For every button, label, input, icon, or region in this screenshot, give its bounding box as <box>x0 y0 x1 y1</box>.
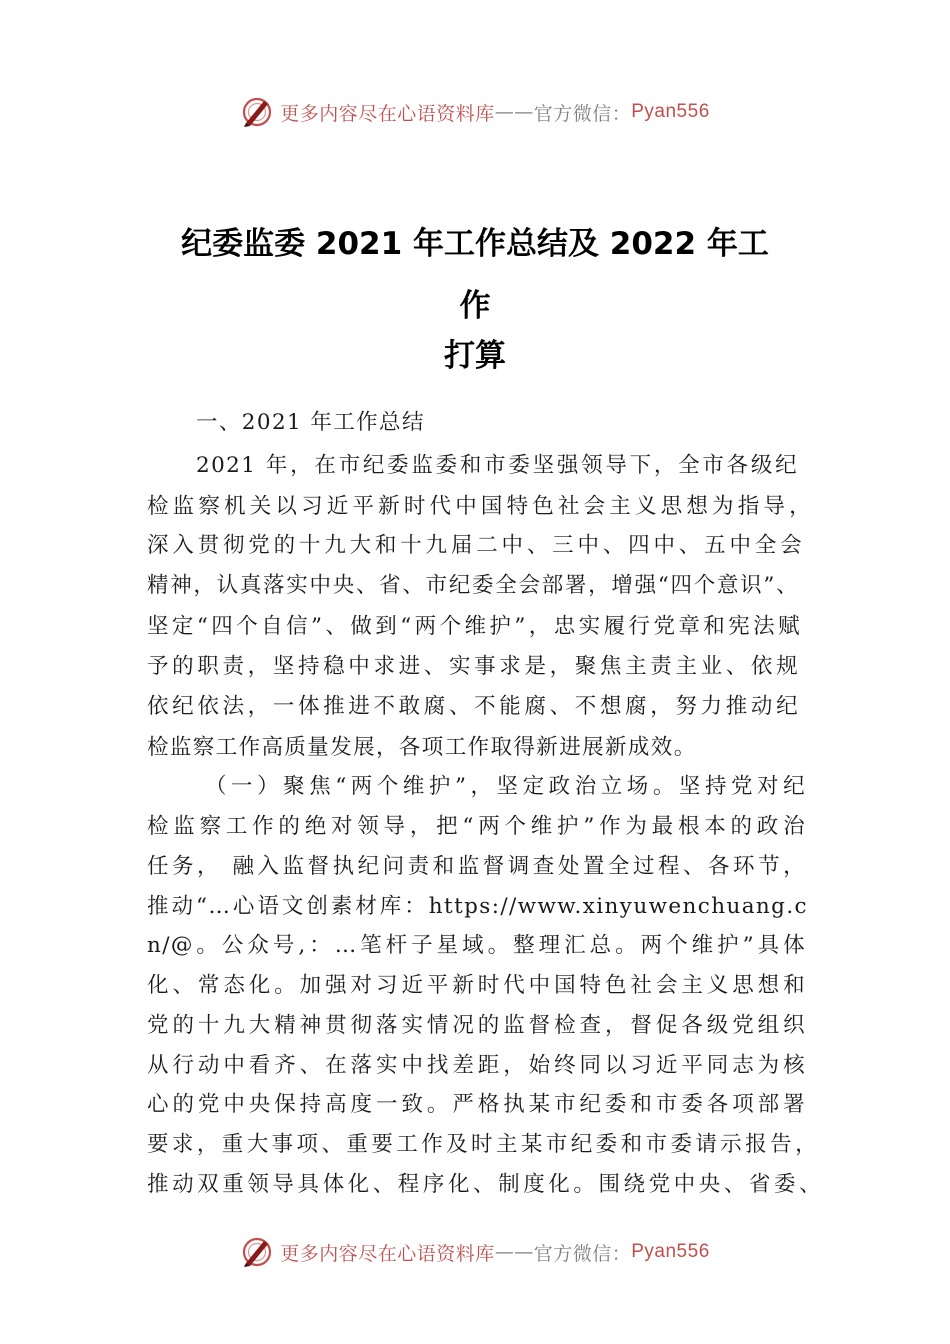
paragraph-line: （一）聚焦“两个维护”，坚定政治立场。坚持党对纪 <box>205 774 806 799</box>
paragraph-line: 化、常态化。加强对习近平新时代中国特色社会主义思想和 <box>147 973 806 998</box>
document-title-line-3: 打算 <box>444 338 506 374</box>
watermark-wechat-label: 官方微信： <box>533 102 632 125</box>
watermark-wechat-label: 官方微信： <box>533 1242 632 1265</box>
document-title-line-1: 纪委监委 2021 年工作总结及 2022 年工 <box>181 226 769 262</box>
paragraph-line: 检监察机关以习近平新时代中国特色社会主义思想为指导， <box>147 494 812 519</box>
watermark-banner-top <box>0 92 950 132</box>
pen-logo-icon <box>240 1235 274 1269</box>
paragraph-line: 推动双重领导具体化、程序化、制度化。围绕党中央、省委、 <box>147 1172 822 1197</box>
paragraph-line: 从行动中看齐、在落实中找差距，始终同以习近平同志为核 <box>147 1053 806 1078</box>
section-heading: 一、2021 年工作总结 <box>196 410 425 435</box>
watermark-wechat-id: Pyan556 <box>631 101 710 122</box>
paragraph-line: 任务， 融入监督执纪问责和监督调查处置全过程、各环节， <box>147 854 806 879</box>
watermark-wechat-id: Pyan556 <box>631 1241 710 1262</box>
paragraph-line: 党的十九大精神贯彻落实情况的监督检查，督促各级党组织 <box>147 1013 806 1038</box>
watermark-brand-text: 更多内容尽在心语资料库 <box>280 102 495 125</box>
watermark-banner-bottom <box>0 1232 950 1272</box>
paragraph-line: 予的职责，坚持稳中求进、实事求是，聚焦主责主业、依规 <box>147 654 799 679</box>
paragraph-line: 依纪依法，一体推进不敢腐、不能腐、不想腐，努力推动纪 <box>147 694 799 719</box>
pen-logo-icon <box>240 95 274 129</box>
paragraph-line: 心的党中央保持高度一致。严格执某市纪委和市委各项部署 <box>147 1092 806 1117</box>
watermark-dash: —— <box>494 1241 534 1263</box>
paragraph-line: 检监察工作高质量发展，各项工作取得新进展新成效。 <box>147 735 697 760</box>
paragraph-line: 精神，认真落实中央、省、市纪委全会部署，增强“四个意识”、 <box>147 573 799 598</box>
paragraph-line: 推动“…心语文创素材库：https://www.xinyuwenchuang.c <box>147 894 808 919</box>
watermark-dash: —— <box>494 101 534 123</box>
document-title-line-2: 作 <box>459 288 491 324</box>
paragraph-line: 坚定“四个自信”、做到“两个维护”，忠实履行党章和宪法赋 <box>147 614 801 639</box>
watermark-brand-text: 更多内容尽在心语资料库 <box>280 1242 495 1265</box>
paragraph-line: n/@。公众号,：…笔杆子星域。整理汇总。两个维护”具体 <box>147 933 806 958</box>
paragraph-line: 检监察工作的绝对领导，把“两个维护”作为最根本的政治 <box>147 814 806 839</box>
paragraph-line: 深入贯彻党的十九大和十九届二中、三中、四中、五中全会 <box>147 533 803 558</box>
paragraph-line: 2021 年，在市纪委监委和市委坚强领导下，全市各级纪 <box>196 453 798 478</box>
paragraph-line: 要求，重大事项、重要工作及时主某市纪委和市委请示报告， <box>147 1132 818 1157</box>
